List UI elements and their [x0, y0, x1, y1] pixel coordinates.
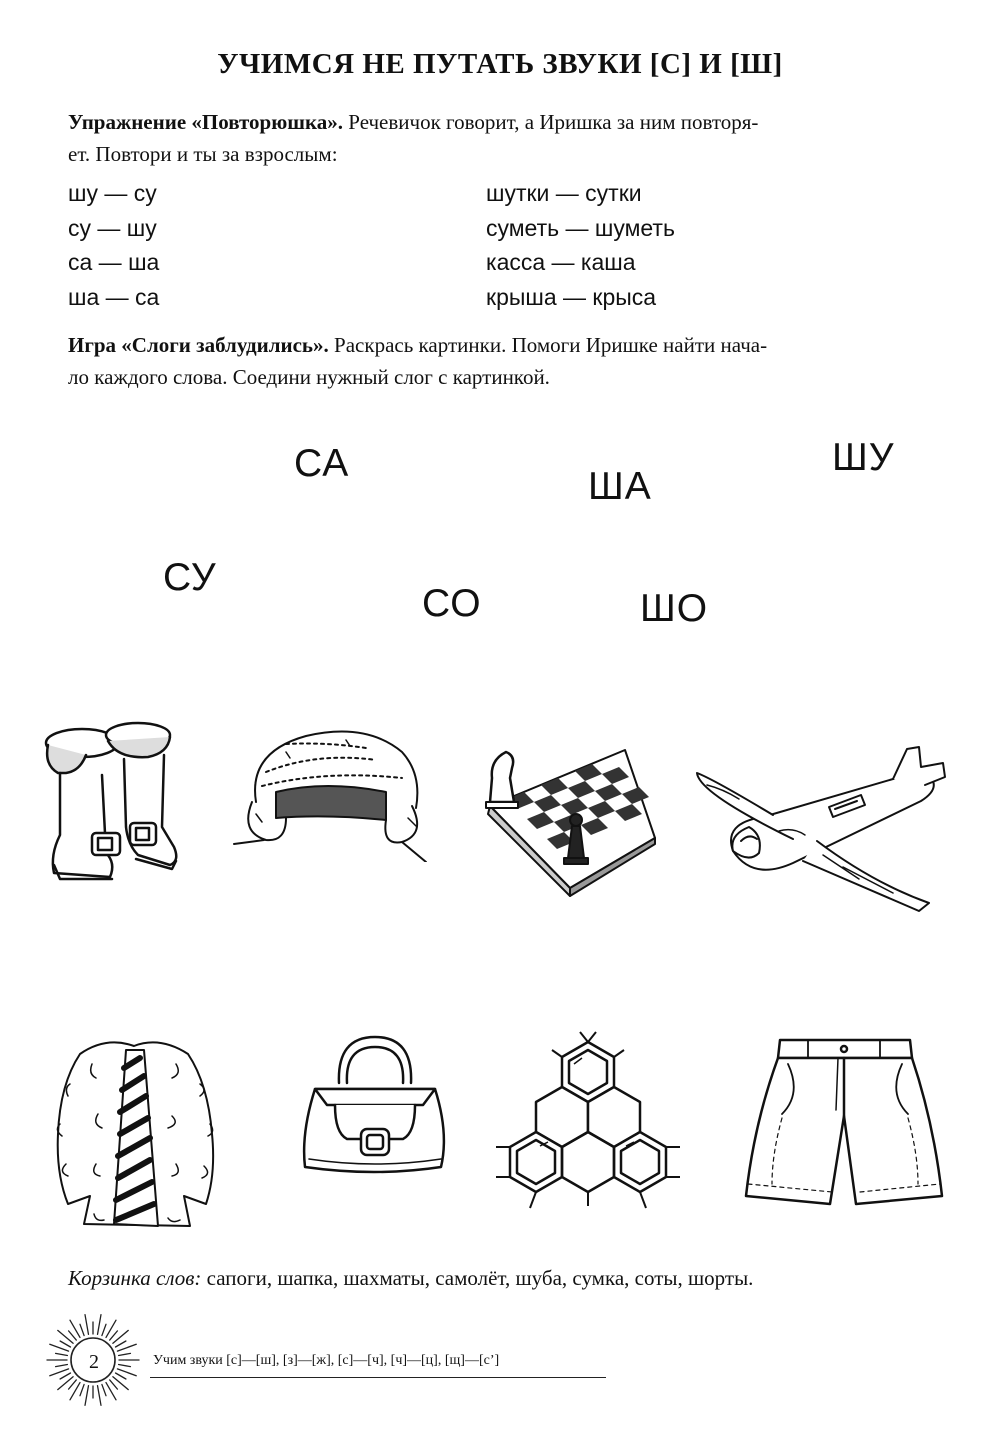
game-paragraph: [68, 329, 948, 393]
sun-ray: [110, 1380, 118, 1389]
sun-ray: [56, 1353, 68, 1355]
sun-ray: [98, 1386, 101, 1406]
word-basket-words: сапоги, шапка, шахматы, самолёт, шуба, сумка, соты, шорты.: [201, 1266, 754, 1290]
page-title: УЧИМСЯ НЕ ПУТАТЬ ЗВУКИ [С] И [Ш]: [217, 48, 783, 80]
pair-left-1: шу — су: [68, 180, 157, 206]
exercise-text-line1: Речевичок говорит, а Иришка за ним повторя-: [343, 110, 759, 134]
sun-ray: [85, 1315, 88, 1335]
boots-picture[interactable]: [40, 715, 190, 885]
sun-ray: [119, 1353, 131, 1355]
word-basket-label: Корзинка слов:: [68, 1266, 202, 1290]
exercise-paragraph: [68, 106, 948, 170]
syllable-sha[interactable]: ША: [588, 465, 652, 508]
pair-right-2: суметь — шуметь: [486, 215, 675, 241]
syllable-shu[interactable]: ШУ: [832, 436, 895, 479]
pair-left-3: са — ша: [68, 249, 160, 275]
airplane-picture[interactable]: [693, 743, 948, 918]
sun-ray: [50, 1369, 69, 1376]
sun-ray: [60, 1373, 70, 1379]
sun-ray: [117, 1369, 136, 1376]
game-name: Игра «Слоги заблудились».: [68, 333, 329, 357]
sun-ray: [69, 1331, 77, 1340]
sun-ray: [110, 1331, 118, 1340]
syllable-su[interactable]: СУ: [163, 556, 217, 599]
word-basket: [68, 1266, 753, 1291]
pair-right-3: касса — каша: [486, 249, 636, 275]
exercise-name: Упражнение «Повторюшка».: [68, 110, 344, 134]
syllable-sho[interactable]: ШО: [640, 587, 709, 630]
sun-ray: [80, 1384, 84, 1395]
sun-ray: [119, 1365, 131, 1367]
footer-text: Учим звуки [с]—[ш], [з]—[ж], [с]—[ч], [ч]—[ц], [щ]—[с’]: [153, 1353, 500, 1368]
sun-ray: [80, 1324, 84, 1335]
syllable-sa[interactable]: СА: [294, 442, 350, 485]
fur-coat-picture[interactable]: [40, 1024, 230, 1239]
footer-divider: [150, 1377, 606, 1378]
honeycomb-picture[interactable]: [490, 1030, 685, 1220]
sun-ray: [85, 1386, 88, 1406]
exercise-text-line2: ет. Повтори и ты за взрослым:: [68, 142, 338, 166]
fur-hat-picture[interactable]: [226, 722, 436, 862]
pair-left-4: ша — са: [68, 284, 160, 310]
game-text-line2: ло каждого слова. Соедини нужный слог с картинкой.: [68, 365, 550, 389]
sun-ray: [116, 1373, 126, 1379]
sun-ray: [50, 1344, 69, 1351]
sun-ray: [102, 1324, 106, 1335]
shorts-picture[interactable]: [742, 1034, 947, 1209]
sun-ray: [69, 1380, 77, 1389]
pair-left-2: су — шу: [68, 215, 157, 241]
game-text-line1: Раскрась картинки. Помоги Иришке найти нача-: [328, 333, 768, 357]
sun-ray: [116, 1341, 126, 1347]
sun-ray: [98, 1315, 101, 1335]
sun-ray: [102, 1384, 106, 1395]
pair-right-4: крыша — крыса: [486, 284, 657, 310]
chess-board-picture[interactable]: [470, 738, 660, 898]
sun-ray: [117, 1344, 136, 1351]
pair-right-1: шутки — сутки: [486, 180, 642, 206]
handbag-picture[interactable]: [295, 1033, 455, 1178]
sun-ray: [60, 1341, 70, 1347]
page-number: 2: [89, 1351, 99, 1373]
syllable-so[interactable]: СО: [422, 582, 482, 625]
sun-ray: [56, 1365, 68, 1367]
